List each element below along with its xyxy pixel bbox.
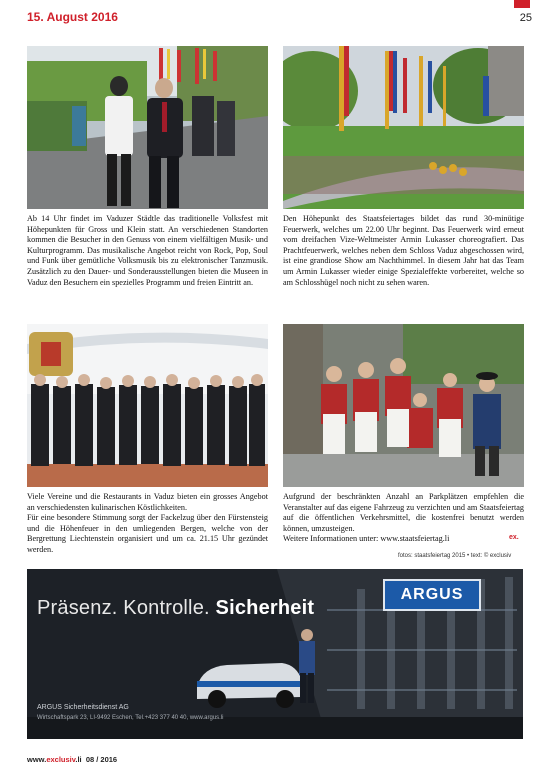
children-costume-photo <box>283 324 524 487</box>
page-number: 25 <box>519 12 532 24</box>
argus-logo-text: ARGUS <box>400 586 464 603</box>
article-parken <box>283 492 524 545</box>
parade-photo <box>27 46 268 209</box>
article-parken-p2: Weitere Informationen unter: www.staatsfeiertag.li <box>283 534 450 544</box>
argus-logo[interactable] <box>383 579 481 611</box>
issue-date: 15. August 2016 <box>27 10 118 24</box>
ad-slogan-part: Präsenz. Kontrolle. <box>37 597 216 619</box>
choir-photo <box>27 324 268 487</box>
article-kulinarik-p1: Viele Vereine und die Restaurants in Vaduz bieten ein grosses Angebot an verschiedensten kulinarischen Köstlichkeiten. <box>27 492 268 512</box>
castle-crowd-photo <box>283 46 524 209</box>
article-kulinarik <box>27 492 268 556</box>
ad-slogan-emphasis: Sicherheit <box>215 597 315 619</box>
article-kulinarik-p2: Für eine besondere Stimmung sorgt der Fackelzug über den Fürstensteig und die Höhenfeuer in den umliegenden Bergen, welche von der Bergrettung Liechtenstein organisiert und um ca. 21.15 Uhr gezündet werden. <box>27 513 268 554</box>
footer-issue: 08 / 2016 <box>85 755 118 764</box>
footer-site-brand: exclusiv <box>46 755 76 764</box>
argus-advertisement[interactable] <box>27 569 523 739</box>
article-volksfest: Ab 14 Uhr findet im Vaduzer Städtle das traditionelle Volksfest mit Höhepunkten für Gross und Klein statt. An verschiedenen Standorten kommen die Besucher in den Genuss von einem vielfältigen Musik- und Kulturprogramm. Das musikalische Angebot reicht von Rock, Pop, Soul und Funk über gemütliche Volksmusik bis zu elektronischer Tanzmusik. Zusätzlich zu den Dauer- und Sonderausstellungen bieten die Museen in Vaduz den Besuchern ein spezielles Programm und freien Eintritt an. <box>27 214 268 287</box>
article-parken-p1: Aufgrund der beschränkten Anzahl an Parkplätzen empfehlen die Veranstalter auf das eigene Fahrzeug zu verzichten und am Staatsfeiertag auf die öffentlichen Verkehrsmittel, die kostenfrei benutzt werden können, umzusteigen. <box>283 492 524 533</box>
ad-company-name: ARGUS Sicherheitsdienst AG <box>37 704 129 711</box>
ad-slogan <box>37 597 314 620</box>
footer-site-prefix: www. <box>27 755 47 764</box>
page-corner-tab <box>514 0 530 8</box>
footer-site[interactable] <box>27 755 117 764</box>
ex-end-mark: ex. <box>509 534 519 541</box>
footer-site-suffix: .li <box>75 755 82 764</box>
photo-credit: fotos: staatsfeiertag 2015 • text: © exclusiv <box>398 553 512 559</box>
article-feuerwerk: Den Höhepunkt des Staatsfeiertages bildet das rund 30-minütige Feuerwerk, welches um 22.00 Uhr beginnt. Das Feuerwerk wird erneut vom dreifachen Vize-Weltmeister Armin Lukasser choreografiert. Das Prachtfeuerwerk, welches neben dem Schloss Vaduz abgeschossen wird, ist eine grandiose Show am Nachthimmel. In diesem Jahr hat das Team um Armin Lukasser wieder einige Spezialeffekte vorbereitet, welche so am Schlosshügel noch nicht zu sehen waren. <box>283 214 524 287</box>
ad-address: Wirtschaftspark 23, LI-9492 Eschen, Tel.+423 377 40 40, www.argus.li <box>37 715 224 721</box>
